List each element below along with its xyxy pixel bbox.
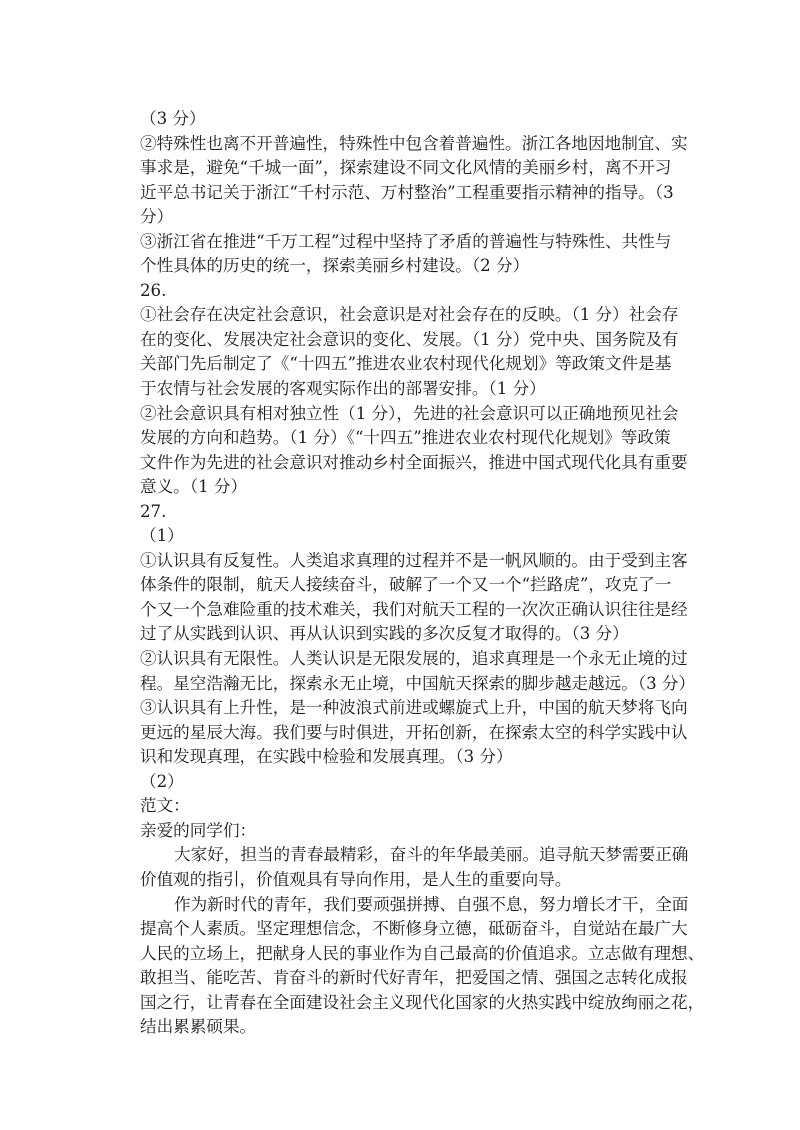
text-line: 体条件的限制，航天人接续奋斗，破解了一个又一个“拦路虎”，攻克了一 [140, 575, 672, 595]
sub-question-number: （1） [140, 526, 184, 546]
essay-paragraph-line: 大家好，担当的青春最精彩，奋斗的年华最美丽。追寻航天梦需要正确 [174, 845, 689, 865]
text-line: 个性具体的历史的统一，探索美丽乡村建设。（2 分） [140, 256, 530, 276]
text-line: ②认识具有无限性。人类认识是无限发展的，追求真理是一个永无止境的过 [140, 649, 688, 669]
answer-text-block [140, 107, 705, 1040]
essay-salutation: 亲爱的同学们： [140, 820, 257, 840]
essay-paragraph-line: 价值观的指引，价值观具有导向作用，是人生的重要向导。 [140, 869, 572, 889]
text-line: 程。星空浩瀚无比，探索永无止境，中国航天探索的脚步越走越远。（3 分） [140, 673, 696, 693]
text-line: （3 分） [140, 109, 206, 128]
text-line: ③认识具有上升性，是一种波浪式前进或螺旋式上升，中国的航天梦将飞向 [140, 698, 688, 718]
essay-paragraph-line: 国之行，让青春在全面建设社会主义现代化国家的火热实践中绽放绚丽之花， [140, 992, 705, 1012]
essay-paragraph-line: 敢担当、能吃苦、肯奋斗的新时代好青年，把爱国之情、强国之志转化成报 [140, 968, 688, 988]
question-number: 26. [140, 280, 167, 300]
text-line: 在的变化、发展决定社会意识的变化、发展。（1 分）党中央、国务院及有 [140, 329, 679, 349]
text-line: ①社会存在决定社会意识，社会意识是对社会存在的反映。（1 分）社会存 [140, 305, 679, 325]
text-line: ①认识具有反复性。人类追求真理的过程并不是一帆风顺的。由于受到主客 [140, 550, 688, 570]
text-line: 意义。（1 分） [140, 477, 248, 497]
text-line: ②特殊性也离不开普遍性，特殊性中包含着普遍性。浙江各地因地制宜、实 [140, 133, 688, 153]
text-line: 分） [140, 207, 174, 227]
text-line: 关部门先后制定了《“十四五”推进农业农村现代化规划》等政策文件是基 [140, 354, 672, 374]
text-line: 识和发现真理，在实践中检验和发展真理。（3 分） [140, 747, 513, 767]
essay-paragraph-line: 结出累累硕果。 [140, 1017, 257, 1037]
text-line: ③浙江省在推进“千万工程”过程中坚持了矛盾的普遍性与特殊性、共性与 [140, 231, 672, 251]
essay-paragraph-line: 人民的立场上，把献身人民的事业作为自己最高的价值追求。立志做有理想、 [140, 943, 705, 963]
sub-question-number: （2） [140, 771, 184, 791]
text-line: 于农情与社会发展的客观实际作出的部署安排。（1 分） [140, 379, 546, 399]
essay-label: 范文： [140, 796, 190, 816]
text-line: 近平总书记关于浙江“千村示范、万村整治”工程重要指示精神的指导。（3 [140, 182, 674, 202]
text-line: 个又一个急难险重的技术难关，我们对航天工程的一次次正确认识往往是经 [140, 599, 688, 619]
text-line: 过了从实践到认识、再从认识到实践的多次反复才取得的。（3 分） [140, 624, 629, 644]
text-line: 事求是，避免“千城一面”，探索建设不同文化风情的美丽乡村，离不开习 [140, 158, 672, 178]
essay-paragraph-line: 提高个人素质。坚定理想信念，不断修身立德，砥砺奋斗，自觉站在最广大 [140, 919, 688, 939]
text-line: 更远的星辰大海。我们要与时俱进，开拓创新，在探索太空的科学实践中认 [140, 722, 688, 742]
question-number: 27. [140, 501, 167, 521]
text-line: 发展的方向和趋势。（1 分）《“十四五”推进农业农村现代化规划》等政策 [140, 428, 671, 448]
essay-paragraph-line: 作为新时代的青年，我们要顽强拼搏、自强不息，努力增长才干，全面 [174, 894, 689, 914]
text-line: ②社会意识具有相对独立性（1 分），先进的社会意识可以正确地预见社会 [140, 403, 679, 423]
text-line: 文件作为先进的社会意识对推动乡村全面振兴，推进中国式现代化具有重要 [140, 452, 688, 472]
